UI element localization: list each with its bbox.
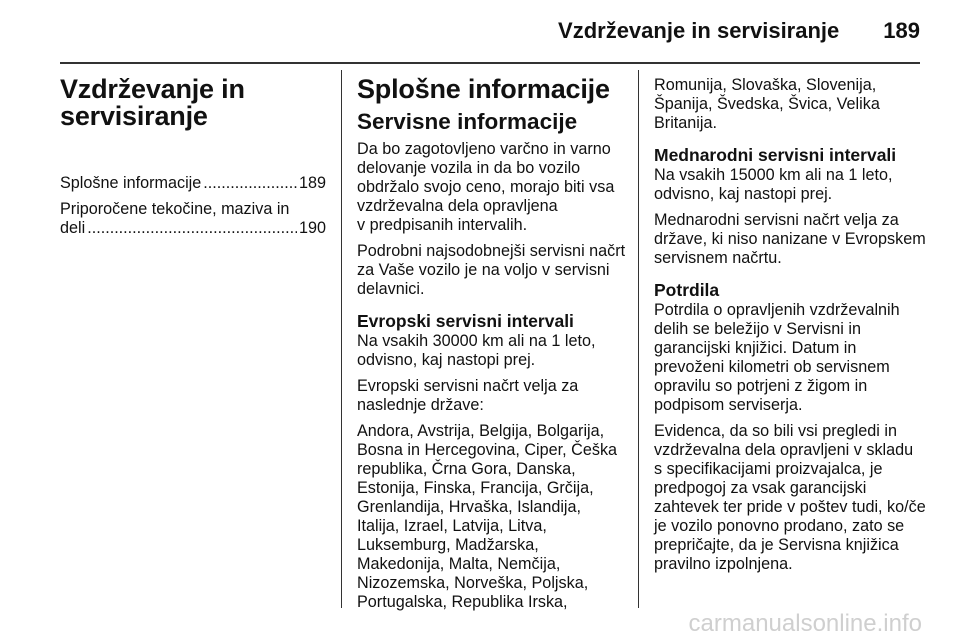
toc-entry-label: Splošne informacije [60,174,202,192]
watermark: carmanualsonline.info [688,610,922,637]
header-title: Vzdrževanje in servisiranje [558,18,840,43]
header-rule [60,62,920,64]
toc-entry-label: Priporočene tekočine, maziva in [60,200,290,218]
paragraph: Potrdila o opravljenih vzdrževalnih delih se beležijo v Servisni in garancijski knjižici. Datum in prevoženi kilometri ob servisnem opravilu so potrjeni z žigom in podpisom serviserja. [654,301,900,414]
paragraph: Na vsakih 30000 km ali na 1 leto, odvisno, kaj nastopi prej. [357,332,596,369]
section-title: Splošne informacije [357,74,610,104]
middle-column [357,76,629,619]
country-list: Andora, Avstrija, Belgija, Bolgarija, Bosna in Hercegovina, Ciper, Češka republika, Črna Gora, Danska, Estonija, Finska, Francija, Grčija, Grenlandija, Hrvaška, Islandija, Italija, Izrael, Latvija, Litva, Luksemburg, Madžarska, Makedonija, Malta, Nemčija, Nizozemska, Norveška, Poljska, Portugalska, Republika Irska, [357,422,618,611]
toc-leader-dots [87,219,297,238]
table-of-contents [60,174,326,238]
toc-entry-label-cont: deli [60,219,86,237]
column-divider-left [341,70,342,608]
toc-entry-fluids[interactable] [60,200,326,238]
toc-leader-dots [203,174,297,193]
international-intervals-heading: Mednarodni servisni intervali [654,145,897,165]
paragraph: Evropski servisni načrt velja za naslednje države: [357,377,579,414]
chapter-title: Vzdrževanje in servisiranje [60,74,245,131]
right-column [654,76,954,581]
european-intervals-heading: Evropski servisni intervali [357,311,574,331]
country-list-continued: Romunija, Slovaška, Slovenija, Španija, Švedska, Švica, Velika Britanija. [654,76,880,132]
left-column [60,76,326,245]
paragraph: Evidenca, da so bili vsi pregledi in vzdrževalna dela opravljeni v skladu s specifikacijami proizvajalca, je predpogoj za vsak garancijski zahtevek ter pride v poštev tudi, ko/če je vozilo ponovno prodano, zato se prepričajte, da je Servisna knjižica pravilno izpolnjena. [654,422,926,573]
paragraph: Na vsakih 15000 km ali na 1 leto, odvisno, kaj nastopi prej. [654,166,893,203]
running-header [558,18,920,44]
paragraph: Da bo zagotovljeno varčno in varno delovanje vozila in da bo vozilo obdržalo svojo ceno, morajo biti vsa vzdrževalna dela opravljena v predpisanih intervalih. [357,140,615,234]
toc-entry-page: 189 [298,174,326,192]
confirmations-heading: Potrdila [654,280,720,300]
subsection-title: Servisne informacije [357,109,578,134]
toc-entry-page: 190 [298,219,326,237]
paragraph: Podrobni najsodobnejši servisni načrt za Vaše vozilo je na voljo v servisni delavnici. [357,242,626,298]
column-divider-right [638,70,639,608]
toc-entry-general-info[interactable] [60,174,326,193]
paragraph: Mednarodni servisni načrt velja za države, ki niso nanizane v Evropskem servisnem načrtu. [654,211,926,267]
page-number: 189 [883,18,920,43]
